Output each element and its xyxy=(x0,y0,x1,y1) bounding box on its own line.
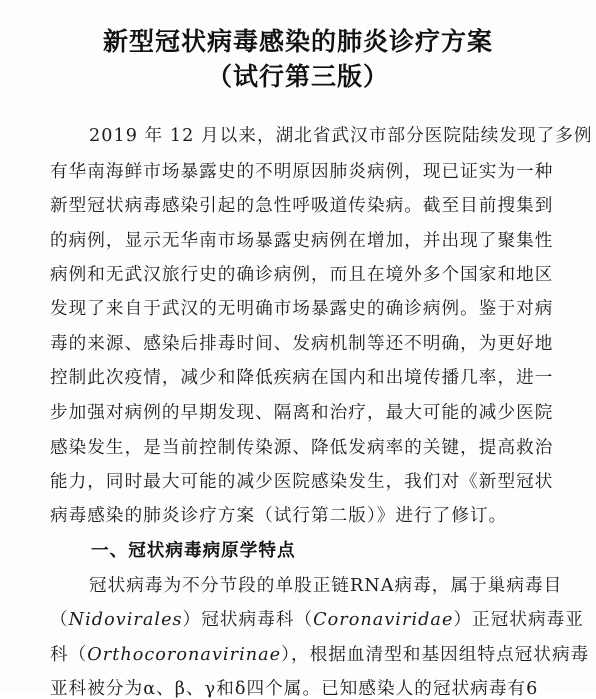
paragraph-line: 冠状病毒为不分节段的单股正链RNA病毒，属于巢病毒目 xyxy=(89,576,563,596)
paragraph-line: 毒的来源、感染后排毒时间、发病机制等还不明确，为更好地 xyxy=(50,334,554,354)
paragraph-line: 科（Orthocoronavirinae），根据血清型和基因组特点冠状病毒 xyxy=(50,645,590,665)
paragraph-line: 感染发生，是当前控制传染源、降低发病率的关键，提高救治 xyxy=(50,438,554,458)
paragraph-line: 有华南海鲜市场暴露史的不明原因肺炎病例，现已证实为一种 xyxy=(50,162,554,182)
document-subtitle: （试行第三版） xyxy=(206,62,389,91)
paragraph-line: 步加强对病例的早期发现、隔离和治疗，最大可能的减少医院 xyxy=(50,403,554,423)
paragraph-line: 新型冠状病毒感染引起的急性呼吸道传染病。截至目前搜集到 xyxy=(50,196,554,216)
paragraph-line: 能力，同时最大可能的减少医院感染发生，我们对《新型冠状 xyxy=(50,472,554,492)
paragraph-line: 病例和无武汉旅行史的确诊病例，而且在境外多个国家和地区 xyxy=(50,265,554,285)
paragraph-line: 的病例，显示无华南市场暴露史病例在增加，并出现了聚集性 xyxy=(50,231,554,251)
paragraph-line: 亚科被分为α、β、γ和δ四个属。已知感染人的冠状病毒有6 xyxy=(50,679,539,699)
paragraph-line: 发现了来自于武汉的无明确市场暴露史的确诊病例。鉴于对病 xyxy=(50,299,554,319)
taxon-coronaviridae: Coronaviridae xyxy=(313,610,454,630)
paragraph-line: 控制此次疫情，减少和降低疾病在国内和出境传播几率，进一 xyxy=(50,368,554,388)
paragraph-line: 2019 年 12 月以来，湖北省武汉市部分医院陆续发现了多例 xyxy=(89,126,593,146)
paragraph-line: （Nidovirales）冠状病毒科（Coronaviridae）正冠状病毒亚 xyxy=(50,610,584,630)
paragraph-line: 病毒感染的肺炎诊疗方案（试行第二版）》进行了修订。 xyxy=(50,506,508,526)
document-title: 新型冠状病毒感染的肺炎诊疗方案 xyxy=(102,27,493,56)
taxon-orthocoronavirinae: Orthocoronavirinae xyxy=(87,645,282,665)
taxon-nidovirales: Nidovirales xyxy=(68,610,183,630)
section-heading: 一、冠状病毒病原学特点 xyxy=(91,541,296,561)
